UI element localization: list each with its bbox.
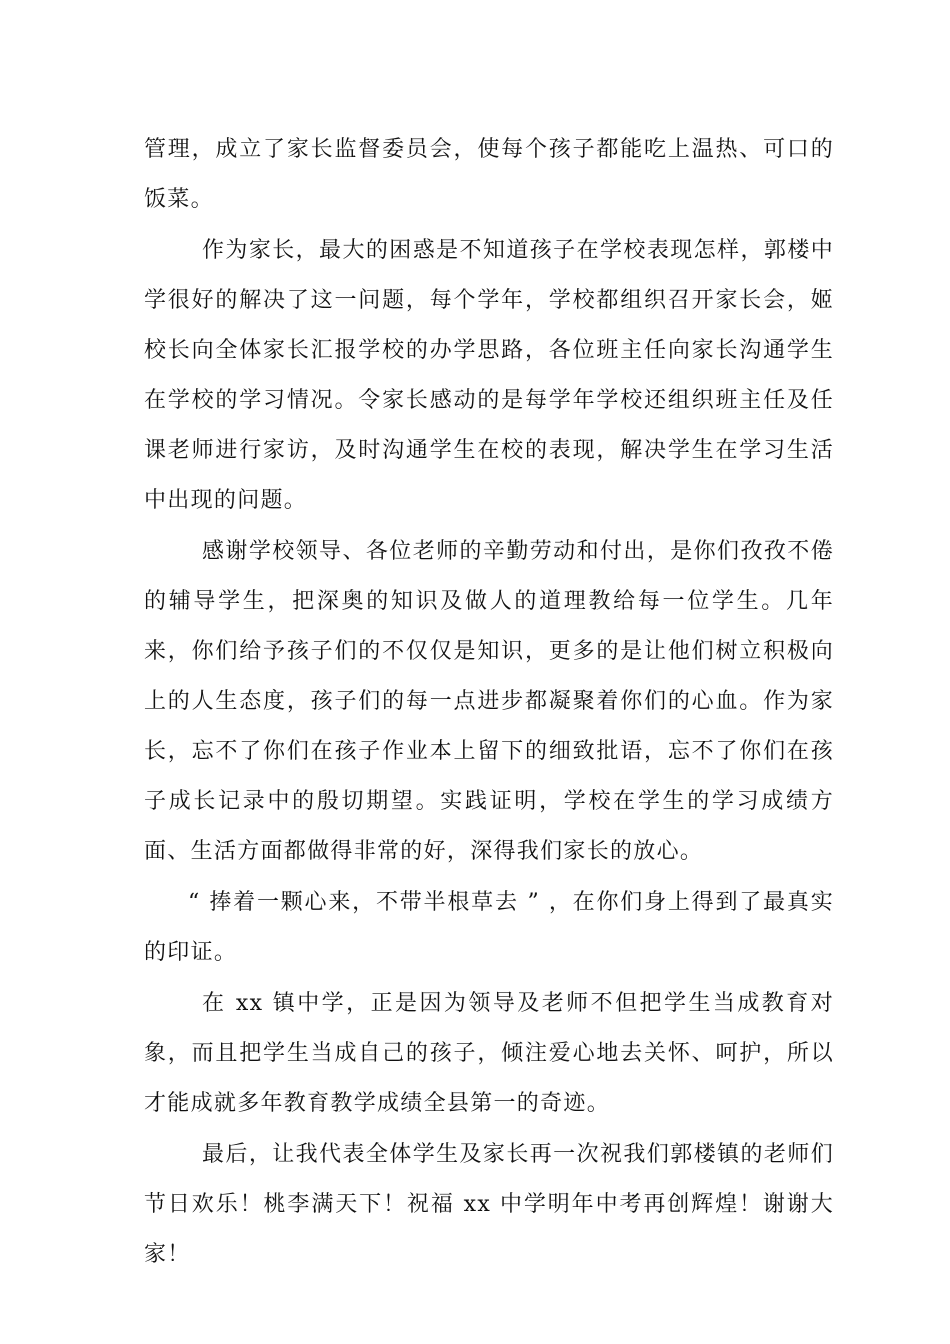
paragraph-school-achievement: 在 xx 镇中学，正是因为领导及老师不但把学生当成教育对象，而且把学生当成自己的孩子，倾注爱心地去关怀、呵护，所以才能成就多年教育教学成绩全县第一的奇迹。 bbox=[144, 991, 834, 1116]
document-body bbox=[144, 125, 834, 1280]
paragraph-continuation: 管理，成立了家长监督委员会，使每个孩子都能吃上温热、可口的饭菜。 bbox=[144, 137, 834, 212]
paragraph-quote: “ 捧着一颗心来，不带半根草去 ” ，在你们身上得到了最真实的印证。 bbox=[144, 890, 834, 965]
paragraph-parent-meeting: 作为家长，最大的困惑是不知道孩子在学校表现怎样，郭楼中学很好的解决了这一问题，每个学年，学校都组织召开家长会，姬校长向全体家长汇报学校的办学思路，各位班主任向家长沟通学生在学校的学习情况。令家长感动的是每学年学校还组织班主任及任课老师进行家访，及时沟通学生在校的表现，解决学生在学习生活中出现的问题。 bbox=[144, 238, 834, 513]
paragraph-thanks-teachers: 感谢学校领导、各位老师的辛勤劳动和付出，是你们孜孜不倦的辅导学生，把深奥的知识及做人的道理教给每一位学生。几年来，你们给予孩子们的不仅仅是知识，更多的是让他们树立积极向上的人生态度，孩子们的每一点进步都凝聚着你们的心血。作为家长，忘不了你们在孩子作业本上留下的细致批语，忘不了你们在孩子成长记录中的殷切期望。实践证明，学校在学生的学习成绩方面、生活方面都做得非常的好，深得我们家长的放心。 bbox=[144, 539, 834, 864]
paragraph-closing: 最后，让我代表全体学生及家长再一次祝我们郭楼镇的老师们节日欢乐！桃李满天下！祝福 xx 中学明年中考再创辉煌！谢谢大家！ bbox=[144, 1142, 834, 1267]
